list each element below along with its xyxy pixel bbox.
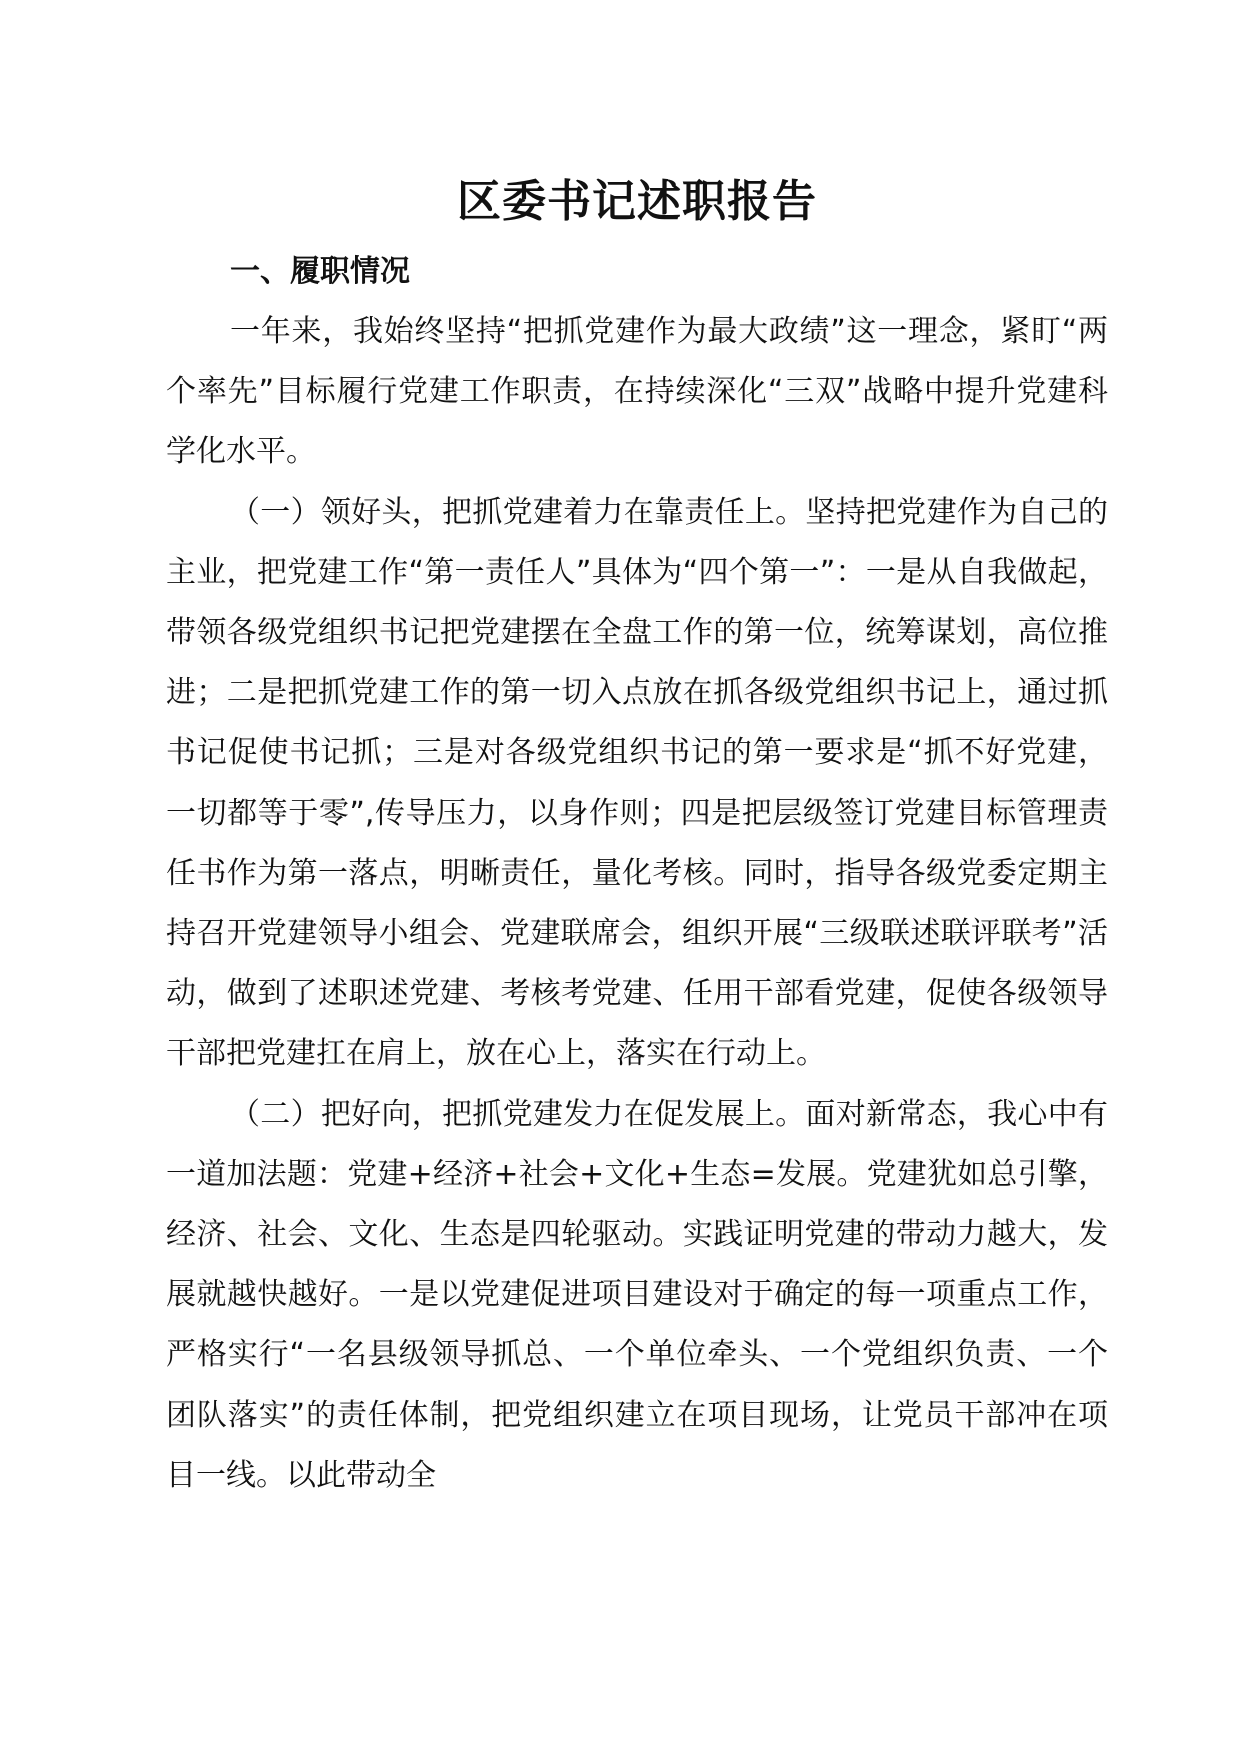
paragraph-responsibility: （一）领好头，把抓党建着力在靠责任上。坚持把党建作为自己的主业，把党建工作“第一责任人”具体为“四个第一”：一是从自我做起，带领各级党组织书记把党建摆在全盘工作的第一位，统筹谋划，高位推进；二是把抓党建工作的第一切入点放在抓各级党组织书记上，通过抓书记促使书记抓；三是对各级党组织书记的第一要求是“抓不好党建，一切都等于零”,传导压力，以身作则；四是把层级签订党建目标管理责任书作为第一落点，明晰责任，量化考核。同时，指导各级党委定期主持召开党建领导小组会、党建联席会，组织开展“三级联述联评联考”活动，做到了述职述党建、考核考党建、任用干部看党建，促使各级领导干部把党建扛在肩上，放在心上，落实在行动上。	[166, 494, 1108, 1072]
paragraph-development: （二）把好向，把抓党建发力在促发展上。面对新常态，我心中有一道加法题：党建+经济+社会+文化+生态=发展。党建犹如总引擎，经济、社会、文化、生态是四轮驱动。实践证明党建的带动力越大，发展就越快越好。一是以党建促进项目建设对于确定的每一项重点工作，严格实行“一名县级领导抓总、一个单位牵头、一个党组织负责、一个团队落实”的责任体制，把党组织建立在项目现场，让党员干部冲在项目一线。以此带动全	[166, 1096, 1108, 1493]
section-heading: 一、履职情况	[230, 254, 410, 289]
document-page	[166, 162, 1108, 1506]
document-title: 区委书记述职报告	[457, 176, 817, 227]
paragraph-intro: 一年来，我始终坚持“把抓党建作为最大政绩”这一理念，紧盯“两个率先”目标履行党建工作职责，在持续深化“三双”战略中提升党建科学化水平。	[166, 314, 1108, 470]
